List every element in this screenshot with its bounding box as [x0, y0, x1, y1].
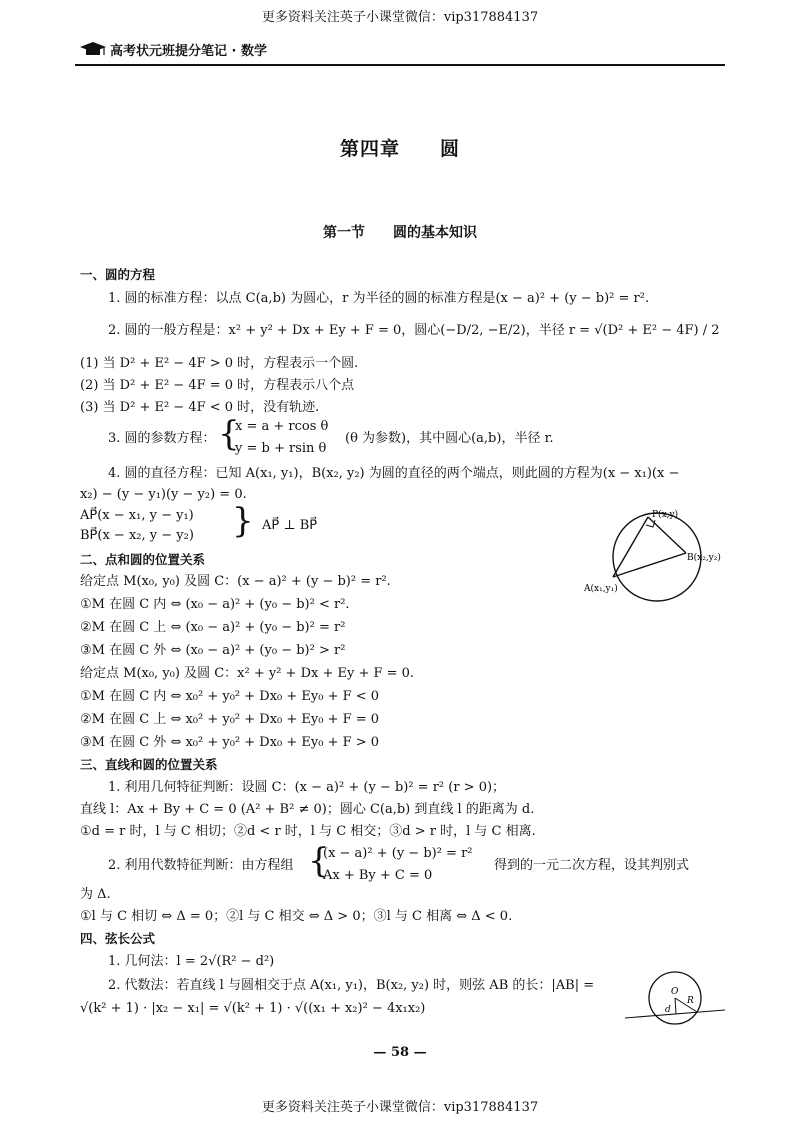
delta-cases: ①l 与 C 相切 ⇔ Δ = 0；②l 与 C 相交 ⇔ Δ > 0；③l 与 C 相离 ⇔ Δ < 0.: [80, 909, 513, 924]
heading-circle-equation: 一、圆的方程: [80, 267, 156, 282]
parametric-y: y = b + rsin θ: [235, 441, 327, 456]
on-general: ②M 在圆 C 上 ⇔ x₀² + y₀² + Dx₀ + Ey₀ + F = 0: [80, 712, 380, 727]
geometric-judgement: 1. 利用几何特征判断：设圆 C：(x − a)² + (y − b)² = r² (r > 0)；: [108, 780, 506, 795]
case-2-text: (2) 当 D² + E² − 4F = 0 时，方程表示八个点: [80, 378, 355, 393]
inside-general: ①M 在圆 C 内 ⇔ x₀² + y₀² + Dx₀ + Ey₀ + F < 0: [80, 689, 380, 704]
label-r: R: [687, 996, 694, 1006]
line-definition: 直线 l：Ax + By + C = 0 (A² + B² ≠ 0)；圆心 C(a,b) 到直线 l 的距离为 d.: [80, 802, 535, 817]
parametric-equation-label: 3. 圆的参数方程：: [108, 431, 216, 446]
segment-bp: [648, 517, 686, 553]
discriminant-text: 得到的一元二次方程，设其判别式: [494, 858, 690, 873]
heading-chord-length: 四、弦长公式: [80, 931, 156, 946]
algebraic-chord: 2. 代数法：若直线 l 与圆相交于点 A(x₁, y₁)，B(x₂, y₂) 时，则弦 AB 的长：|AB| =: [108, 978, 595, 993]
heading-line-circle: 三、直线和圆的位置关系: [80, 757, 218, 772]
on-standard: ②M 在圆 C 上 ⇔ (x₀ − a)² + (y₀ − b)² = r²: [80, 620, 346, 635]
algebraic-chord-formula: √(k² + 1) · |x₂ − x₁| = √(k² + 1) · √((x₁ + x₂)² − 4x₁x₂): [80, 1001, 426, 1016]
diameter-equation-text: 4. 圆的直径方程：已知 A(x₁, y₁)，B(x₂, y₂) 为圆的直径的两个端点，则此圆的方程为(x − x₁)(x −: [108, 466, 680, 481]
diameter-ab: [613, 553, 686, 577]
heading-point-circle: 二、点和圆的位置关系: [80, 552, 206, 567]
right-angle-mark: [646, 520, 655, 527]
page-number: — 58 —: [373, 1045, 427, 1060]
general-equation-text: 2. 圆的一般方程是：x² + y² + Dx + Ey + F = 0，圆心(−D/2, −E/2)，半径 r = √(D² + E² − 4F) / 2: [108, 323, 720, 338]
standard-equation-text: 1. 圆的标准方程：以点 C(a,b) 为圆心，r 为半径的圆的标准方程是(x − a)² + (y − b)² = r².: [108, 291, 650, 306]
outside-general: ③M 在圆 C 外 ⇔ x₀² + y₀² + Dx₀ + Ey₀ + F > 0: [80, 735, 380, 750]
section-title: 第一节 圆的基本知识: [323, 225, 477, 241]
left-brace: {: [218, 414, 240, 454]
header-watermark: 更多资料关注英子小课堂微信：vip317884137: [261, 10, 539, 25]
chord-figure: [625, 970, 725, 1030]
algebraic-judgement: 2. 利用代数特征判断：由方程组: [108, 858, 294, 873]
graduation-cap-icon: [78, 40, 108, 58]
label-o: O: [671, 987, 679, 997]
book-title: 高考状元班提分笔记 · 数学: [110, 44, 267, 59]
label-d: d: [665, 1005, 671, 1015]
case-1-text: (1) 当 D² + E² − 4F > 0 时，方程表示一个圆.: [80, 356, 359, 371]
distance-segment: [675, 998, 676, 1014]
given-point-general: 给定点 M(x₀, y₀) 及圆 C：x² + y² + Dx + Ey + F = 0.: [80, 666, 415, 681]
distance-cases: ①d = r 时，l 与 C 相切；②d < r 时，l 与 C 相交；③d > r 时，l 与 C 相离.: [80, 824, 536, 839]
header-rule: [75, 64, 725, 66]
system-brace: {: [308, 841, 330, 881]
label-p: P(x,y): [652, 510, 679, 520]
vector-ap: AP⃗(x − x₁, y − y₁): [80, 508, 194, 523]
outside-standard: ③M 在圆 C 外 ⇔ (x₀ − a)² + (y₀ − b)² > r²: [80, 643, 346, 658]
system-eq-1: (x − a)² + (y − b)² = r²: [323, 846, 473, 861]
parametric-x: x = a + rcos θ: [235, 419, 329, 434]
diameter-equation-cont: x₂) − (y − y₁)(y − y₂) = 0.: [80, 487, 247, 502]
label-b: B(x₂,y₂): [687, 553, 721, 563]
case-3-text: (3) 当 D² + E² − 4F < 0 时，没有轨迹.: [80, 400, 320, 415]
parametric-note: (θ 为参数)，其中圆心(a,b)，半径 r.: [345, 431, 554, 446]
vector-bp: BP⃗(x − x₂, y − y₂): [80, 528, 194, 543]
inside-standard: ①M 在圆 C 内 ⇔ (x₀ − a)² + (y₀ − b)² < r².: [80, 597, 350, 612]
geometric-chord: 1. 几何法：l = 2√(R² − d²): [108, 954, 275, 969]
perpendicular-condition: AP⃗ ⊥ BP⃗: [262, 518, 318, 533]
delta-definition: 为 Δ.: [80, 887, 111, 902]
diameter-figure: [582, 505, 722, 605]
footer-watermark: 更多资料关注英子小课堂微信：vip317884137: [261, 1100, 539, 1115]
right-brace: }: [232, 501, 254, 541]
chord-line: [625, 1010, 725, 1018]
given-point-standard: 给定点 M(x₀, y₀) 及圆 C：(x − a)² + (y − b)² = r².: [80, 574, 391, 589]
chapter-title: 第四章 圆: [339, 138, 460, 160]
system-eq-2: Ax + By + C = 0: [323, 868, 433, 883]
label-a: A(x₁,y₁): [584, 584, 618, 594]
segment-ap: [613, 517, 648, 577]
